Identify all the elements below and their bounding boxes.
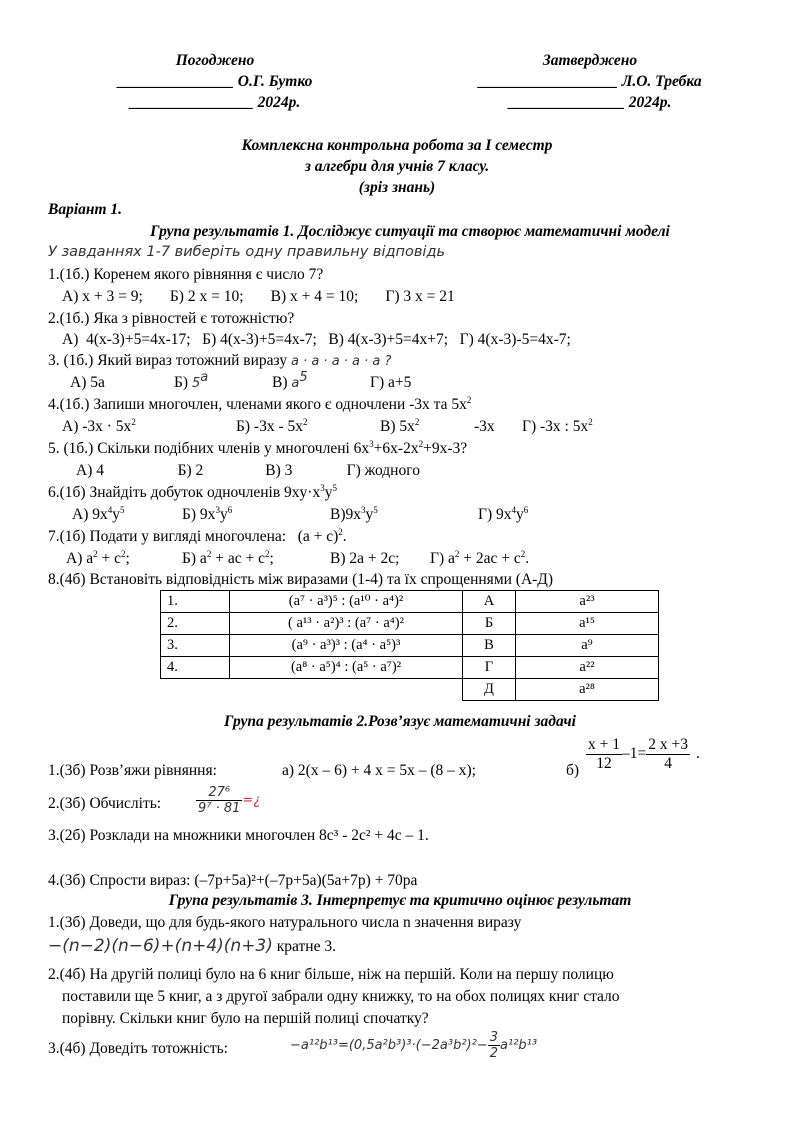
g2-q2-tail: =¿ [242,793,261,809]
q1-options: А) x + 3 = 9; Б) 2 x = 10; В) x + 4 = 10; Г) 3 x = 21 [62,288,455,305]
g2-q1-part-a: а) 2(x – 6) + 4 x = 5x – (8 – x); [282,762,476,779]
g2-q1-text: 1.(3б) Розв’яжи рівняння: [48,762,217,779]
g3-q3-expression-tail: a¹²b¹³ [500,1038,538,1054]
g2-q3-text: 3.(2б) Розклади на множники многочлен 8c³ - 2c² + 4c – 1. [48,827,429,844]
g3-q1-expression: −(n−2)(n−6)+(n+4)(n+3) [48,936,273,956]
row-result: a²³ [516,591,659,613]
q3-option-g: Г) a+5 [370,374,412,391]
fraction-numerator: 3 [489,1030,498,1045]
g2-q1-equation [586,736,700,773]
q6-option-b [182,506,232,524]
group3-heading: Група результатів 3. Інтерпретує та критично оцінює результат [168,892,632,909]
row-expression [230,679,463,701]
q7-option-b-exp2: 2 [264,549,270,559]
fraction-numerator: 2 x +3 [648,736,688,753]
g2-q2-expression [196,785,260,816]
fraction-denominator: 4 [664,755,672,772]
q6-y: y [324,484,333,501]
q3-option-a: А) 5a [70,374,105,391]
fraction-numerator: 27⁶ [196,785,242,801]
q6-option-b-y: y [219,506,228,523]
q7-option-a-exp2: 2 [121,549,126,559]
g2-q1-part-b-label: б) [566,762,580,779]
row-number: 4. [161,657,230,679]
approved-date-line: ________________ 2024р. [129,94,301,111]
q6-option-b-text: Б) 9x [182,506,216,523]
q6-option-v-exp-y: 5 [373,505,378,515]
q7-option-a-tail: + c [97,550,121,567]
q7-option-b: Б) $a^2$ + ac + $c^2$; [182,549,274,567]
q5-text-pre: 5. (1б.) Скільки подібних членів у многочлені 6x [48,440,370,457]
table-row [161,635,659,657]
q4-option-v-exp: 2 [414,417,420,427]
q4-option-g-text: Г) -3x : 5x [522,418,589,435]
g3-q3-expression [290,1030,537,1061]
document-title-line1: Комплексна контрольна робота за І семестр [241,137,553,154]
row-letter: В [463,635,516,657]
q1-text: 1.(1б.) Коренем якого рівняння є число 7? [48,266,324,283]
q6-option-v-text: В)9x [330,506,361,523]
q7-option-b-exp1: 2 [206,549,212,559]
g2-q1-minus-one: –1= [622,745,647,763]
q7-option-g-tail: + 2ac + c [459,550,521,567]
q3-option-v-base: a [291,376,300,391]
q4-option-a-text: А) -3x · 5x [62,418,132,435]
g2-q1-period: . [696,745,700,763]
g3-q3-text: 3.(4б) Доведіть тотожність: [48,1040,228,1057]
q5-options: А) 4 Б) 2 В) 3 Г) жодного [76,462,420,479]
row-expression: (a⁸ · a⁵)⁴ : (a⁵ · a⁷)² [230,657,463,679]
confirmed-signature-line: __________________ Л.О. Требка [478,73,702,90]
g2-q2-text: 2.(3б) Обчисліть: [48,795,162,812]
g2-q4-text: 4.(3б) Спрости вираз: (–7p+5a)²+(–7p+5a)(5a+7p) + 70pa [48,872,418,889]
row-number [161,679,230,701]
q7-option-g: Г) $a^2 + 2ac + c^2$. [430,549,530,567]
g2-q1-fraction-left [586,736,622,773]
q6-text [48,484,337,502]
q7-option-v: В) 2a + 2c; [330,550,400,567]
q4-option-g [522,418,593,436]
fraction-numerator: x + 1 [588,736,620,753]
q6-option-v-y: y [365,506,374,523]
q4-option-b [236,418,308,436]
q5-text [48,440,467,458]
q4-option-v-text: В) 5x [380,418,415,435]
q3-option-b [174,370,209,392]
g3-q1-tail: кратне 3. [276,938,336,955]
table-row [161,657,659,679]
table-row [161,591,659,613]
fraction-denominator: 2 [489,1046,498,1061]
fraction-denominator: 12 [596,755,612,772]
q4-option-a-exp: 2 [131,417,136,427]
q7-option-a-text: А) a [66,550,94,567]
q6-option-g-text: Г) 9x [478,506,512,523]
q8-matching-table [160,590,659,701]
q6-option-a-exp-x: 4 [107,505,113,515]
g3-q2-line1: 2.(4б) На другій полиці було на 6 книг більше, ніж на першій. Коли на першу полицю [48,966,614,983]
q4-exp: 2 [466,395,472,405]
q6-option-v [330,506,378,524]
table-row [161,679,659,701]
q7-text: 7.(1б) Подати у вигляді многочлена: $(a + c)^2$. [48,527,347,545]
q7-exp: 2 [338,527,343,537]
q6-option-g-y: y [516,506,524,523]
q3-text [48,352,391,370]
q6-option-a-text: А) 9x [72,506,108,523]
approved-signature-line: _______________ О.Г. Бутко [117,73,313,90]
q7-expression: (a + c) [297,528,339,545]
q4-text [48,396,471,414]
q7-option-g-exp1: 2 [454,549,460,559]
q7-option-a-exp1: 2 [93,549,98,559]
q3-question: 3. (1б.) Який вираз тотожний виразу [48,352,288,369]
row-result: a¹⁵ [516,613,659,635]
q4-option-g-exp: 2 [588,417,593,427]
g3-q1-expression-line [48,936,336,956]
q3-option-b-base: 5 [191,376,201,391]
row-letter: Г [463,657,516,679]
q4-option-a [62,418,136,436]
q2-options: А) 4(x-3)+5=4x-17; Б) 4(x-3)+5=4x-7; В) 4(x-3)+5=4x+7; Г) 4(x-3)-5=4x-7; [62,331,571,348]
document-title-line3: (зріз знань) [358,179,436,196]
row-expression: (a⁹ · a³)³ : (a⁴ · a⁵)³ [230,635,463,657]
q5-exp3: 3 [369,439,374,449]
q6-option-b-exp-x: 3 [215,505,220,515]
document-title-line2: з алгебри для учнів 7 класу. [304,158,490,175]
confirmed-date-line: _______________ 2024р. [508,94,672,111]
row-letter: Д [463,679,516,701]
q6-option-g [478,506,528,524]
q7-question: 7.(1б) Подати у вигляді многочлена: [48,528,287,545]
q8-text: 8.(4б) Встановіть відповідність між виразами (1-4) та їх спрощеннями (А-Д) [48,571,554,588]
q6-option-a [72,506,124,524]
q6-question: 6.(1б) Знайдіть добуток одночленів 9xy·x [48,484,321,501]
q6-option-g-exp-y: 6 [523,505,529,515]
q7-option-g-text: Г) a [430,550,455,567]
g2-q1-fraction-right [646,736,690,773]
g3-q3-fraction [488,1030,500,1061]
g3-q3-expression-main: −a¹²b¹³=(0,5a²b³)³·(−2a³b²)²− [290,1038,488,1054]
q4-option-v [380,418,419,436]
q5-exp2: 2 [418,439,424,449]
q5-text-end: +9x-3? [423,440,468,457]
q7-option-b-text: Б) a [182,550,207,567]
row-number: 3. [161,635,230,657]
row-result: a²² [516,657,659,679]
group2-heading: Група результатів 2.Розв’язує математичні задачі [224,713,576,730]
confirmed-title: Затверджено [542,52,638,69]
group1-instruction: У завданнях 1-7 виберіть одну правильну відповідь [48,244,446,260]
q6-exp-x: 3 [320,483,325,493]
q4-option-b-exp: 2 [303,417,308,427]
fraction-denominator: 9⁷ · 81 [198,801,241,816]
q3-option-b-label: Б) [174,374,189,391]
row-number: 2. [161,613,230,635]
row-letter: А [463,591,516,613]
q4-option-b-text: Б) -3x - 5x [236,418,304,435]
q3-option-v-label: В) [272,374,288,391]
group1-heading: Група результатів 1. Досліджує ситуації та створює математичні моделі [150,223,670,240]
q7-option-b-tail: + ac + c [211,550,265,567]
row-result: a²⁸ [516,679,659,701]
variant-label: Варіант 1. [48,201,123,218]
q5-text-mid: +6x-2x [373,440,419,457]
q3-option-b-exp: a [200,370,209,385]
q4-option-v-tail: -3x [474,418,495,435]
row-letter: Б [463,613,516,635]
g2-q2-fraction [196,785,242,816]
q6-option-a-exp-y: 5 [119,505,125,515]
row-expression: ( a¹³ · a²)³ : (a⁷ · a⁴)² [230,613,463,635]
q6-exp-y: 5 [332,483,337,493]
q7-option-a: А) $a^2 + c^2$; [66,549,130,567]
q4-question: 4.(1б.) Запиши многочлен, членами якого є одночлени -3x та 5x [48,396,467,413]
row-result: a⁹ [516,635,659,657]
q6-option-a-y: y [112,506,120,523]
g3-q1-text: 1.(3б) Доведи, що для будь-якого натурального числа n значення виразу [48,914,522,931]
q3-expression: a · a · a · a · a ? [290,354,392,369]
g3-q2-line3: порівну. Скільки книг було на першій полиці спочатку? [62,1010,429,1027]
row-number: 1. [161,591,230,613]
q6-option-v-exp-x: 3 [361,505,366,515]
q3-option-v-exp: 5 [299,370,308,385]
q3-option-v [272,370,308,392]
q6-option-b-exp-y: 6 [227,505,233,515]
row-expression: (a⁷ · a³)⁵ : (a¹⁰ · a⁴)² [230,591,463,613]
table-row [161,613,659,635]
g3-q2-line2: поставили ще 5 книг, а з другої забрали одну книжку, то на обох полицях книг стало [62,988,620,1005]
q6-option-g-exp-x: 4 [511,505,516,515]
approved-title: Погоджено [175,52,255,69]
q2-text: 2.(1б.) Яка з рівностей є тотожністю? [48,310,295,327]
q7-option-g-exp2: 2 [520,549,526,559]
